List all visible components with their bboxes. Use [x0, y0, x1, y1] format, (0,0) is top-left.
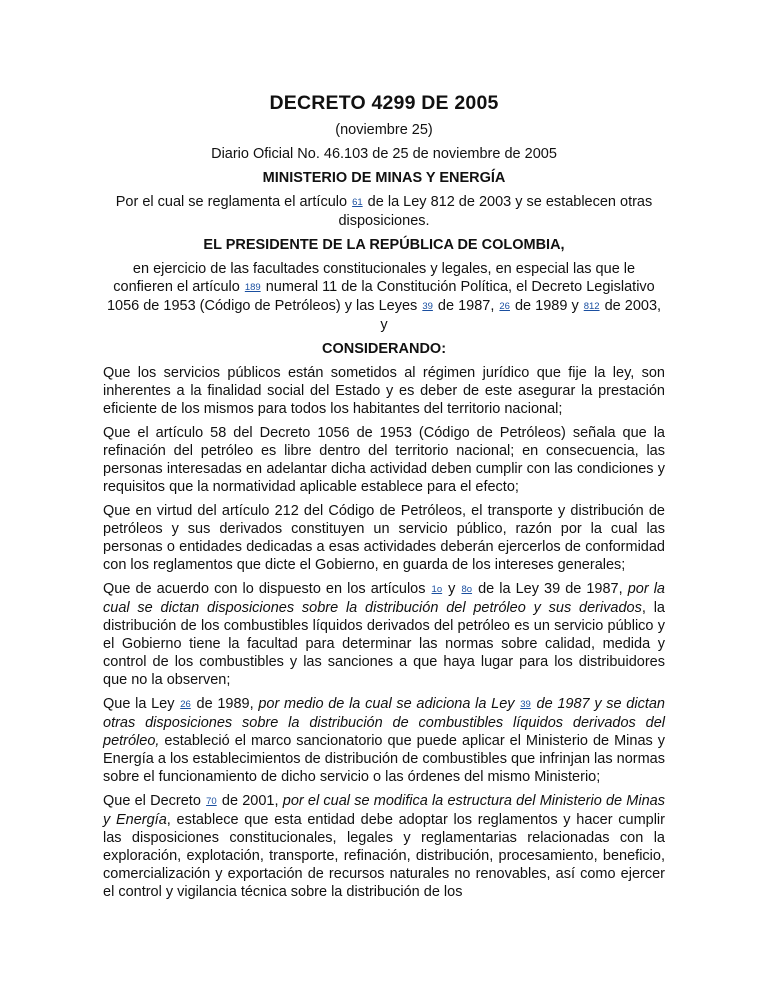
reference-link[interactable]: 39 [422, 301, 433, 312]
considerando-paragraph-6: Que el Decreto 70 de 2001, por el cual se modifica la estructura del Ministerio de Minas y Energía, establece que esta entidad debe adoptar los reglamentos y hacer cumplir las disposiciones constitucionales, legales y reglamentarias relacionadas con la exploración, explotación, transporte, refinación, distribución, procesamiento, beneficio, comercialización y exportación de recursos naturales no renovables, así como ejercer el control y vigilancia técnica sobre la distribución de los [103, 793, 665, 900]
decree-subject: Por el cual se reglamenta el artículo 61 de la Ley 812 de 2003 y se establecen otras disposiciones. [115, 194, 653, 229]
ministry-heading: MINISTERIO DE MINAS Y ENERGÍA [262, 170, 506, 186]
reference-link[interactable]: 1o [431, 584, 443, 595]
reference-link[interactable]: 189 [244, 282, 261, 293]
powers-paragraph: en ejercicio de las facultades constitucionales y legales, en especial las que le confieren el artículo 189 numeral 11 de la Constitución Política, el Decreto Legislativo 1056 de 1953 (Código de Petróleos) y las Leyes 39 de 1987, 26 de 1989 y 812 de 2003, y [106, 261, 662, 333]
decree-date: (noviembre 25) [335, 122, 433, 138]
considerando-paragraph-5: Que la Ley 26 de 1989, por medio de la cual se adiciona la Ley 39 de 1987 y se dictan otras disposiciones sobre la distribución de combustibles líquidos derivados del petróleo, estableció el marco sancionatorio que puede aplicar el Ministerio de Minas y Energía a los establecimientos de distribución de combustibles que infrinjan las normas sobre el funcionamiento de dicho servicio o las órdenes del mismo Ministerio; [103, 696, 665, 785]
diario-oficial: Diario Oficial No. 46.103 de 25 de noviembre de 2005 [211, 146, 557, 162]
considerando-paragraph-1: Que los servicios públicos están sometidos al régimen jurídico que fije la ley, son inherentes a la finalidad social del Estado y es deber de este asegurar la prestación eficiente de los mismos para todos los habitantes del territorio nacional; [103, 365, 665, 417]
considerando-paragraph-2: Que el artículo 58 del Decreto 1056 de 1953 (Código de Petróleos) señala que la refinación del petróleo es libre dentro del territorio nacional; en consecuencia, las personas interesadas en adelantar dicha actividad deben cumplir con las condiciones y requisitos que la normatividad aplicable establece para el efecto; [103, 425, 665, 495]
reference-link[interactable]: 26 [180, 699, 191, 710]
reference-link[interactable]: 39 [520, 699, 531, 710]
reference-link[interactable]: 812 [583, 301, 600, 312]
decree-title: DECRETO 4299 DE 2005 [269, 92, 499, 114]
reference-link[interactable]: 26 [499, 301, 510, 312]
considerando-paragraph-3: Que en virtud del artículo 212 del Código de Petróleos, el transporte y distribución de petróleos y sus derivados constituyen un servicio público, razón por la cual las personas o entidades dedicadas a esas actividades deberán ejercerlos de conformidad con los reglamentos que dicte el Gobierno, en guarda de los intereses generales; [103, 503, 665, 573]
reference-link[interactable]: 8o [461, 584, 473, 595]
considerando-heading: CONSIDERANDO: [321, 341, 447, 357]
reference-link[interactable]: 61 [352, 197, 363, 208]
reference-link[interactable]: 70 [206, 796, 217, 807]
president-heading: EL PRESIDENTE DE LA REPÚBLICA DE COLOMBIA, [203, 237, 565, 253]
considerando-paragraph-4: Que de acuerdo con lo dispuesto en los artículos 1o y 8o de la Ley 39 de 1987, por la cual se dictan disposiciones sobre la distribución del petróleo y sus derivados, la distribución de los combustibles líquidos derivados del petróleo es un servicio público y el Gobierno tiene la facultad para determinar las normas sobre calidad, medida y control de los combustibles y las sanciones a que haya lugar para los distribuidores que no la observen; [103, 581, 665, 688]
